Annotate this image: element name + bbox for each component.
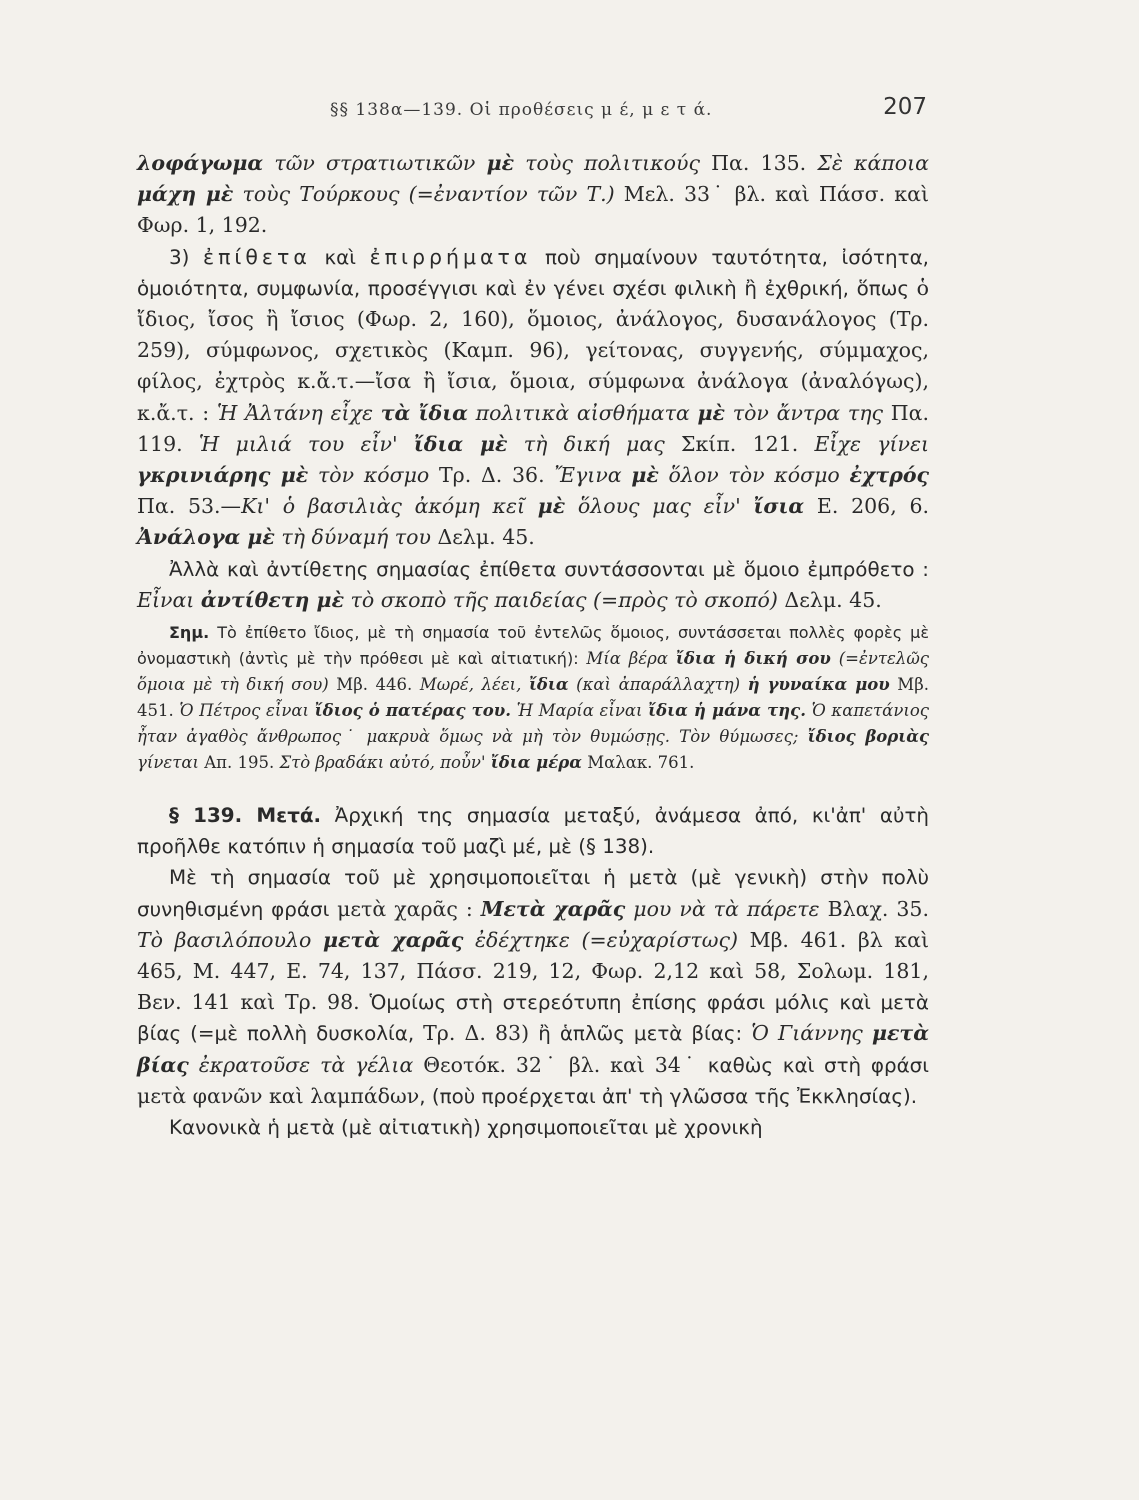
section-139-heading-paragraph: § 139. Μετά. Ἀρχική της σημασία μεταξύ, ἀνάμεσα ἀπό, κι'ἀπ' αὐτὴ προῆλθε κατόπιν ἡ σημασία τοῦ μαζὶ μέ, μὲ (§ 138).	[137, 804, 930, 859]
paragraph-1: λοφάγωμα τῶν στρατιωτικῶν μὲ τοὺς πολιτικούς Πα. 135. Σὲ κάποια μάχη μὲ τοὺς Τούρκους (=ἐναντίον τῶν Τ.) Μελ. 33˙ βλ. καὶ Πάσσ. καὶ Φωρ. 1, 192.	[137, 151, 929, 238]
running-head: §§ 138α—139. Οἱ προθέσεις μ έ, μ ε τ ά.	[330, 100, 713, 120]
paragraph-6: Κανονικὰ ἡ μετὰ (μὲ αἰτιατικὴ) χρησιμοποιεῖται μὲ χρονικὴ	[169, 1116, 763, 1140]
page-header	[0, 92, 1139, 132]
page-number: 207	[883, 94, 927, 120]
section-139-title: § 139. Μετά.	[169, 804, 322, 828]
paragraph-2: 3) ἐπίθετα καὶ ἐπιρρήματα ποὺ σημαίνουν ταυτότητα, ἰσότητα, ὁμοιότητα, συμφωνία, προσέγγισι καὶ ἐν γένει σχέσι φιλικὴ ἢ ἐχθρική, ὅπως ὁ ἴδιος, ἴσος ἢ ἴσιος (Φωρ. 2, 160), ὅμοιος, ἀνάλογος, δυσανάλογος (Τρ. 259), σύμφωνος, σχετικὸς (Καμπ. 96), γείτονας, συγγενής, σύμμαχος, φίλος, ἐχτρὸς κ.ἄ.τ.—ἴσα ἢ ἴσια, ὅμοια, σύμφωνα ἀνάλογα (ἀναλόγως), κ.ἄ.τ. : Ἡ Ἀλτάνη εἶχε τὰ ἴδια πολιτικὰ αἰσθήματα μὲ τὸν ἄντρα της Πα. 119. Ἡ μιλιά του εἶν' ἴδια μὲ τὴ δική μας Σκίπ. 121. Εἶχε γίνει γκρινιάρης μὲ τὸν κόσμο Τρ. Δ. 36. Ἔγινα μὲ ὅλον τὸν κόσμο ἐχτρός Πα. 53.—Κι' ὁ βασιλιὰς ἀκόμη κεῖ μὲ ὅλους μας εἶν' ἴσια Ε. 206, 6. Ἀνάλογα μὲ τὴ δύναμή του Δελμ. 45.	[137, 244, 930, 550]
page-body	[137, 148, 929, 1143]
paragraph-3: Ἀλλὰ καὶ ἀντίθετης σημασίας ἐπίθετα συντάσσονται μὲ ὅμοιο ἐμπρόθετο : Εἶναι ἀντίθετη μὲ τὸ σκοπὸ τῆς παιδείας (=πρὸς τὸ σκοπό) Δελμ. 45.	[137, 557, 929, 612]
section-gap	[137, 776, 929, 800]
paragraph-5: Μὲ τὴ σημασία τοῦ μὲ χρησιμοποιεῖται ἡ μετὰ (μὲ γενικὴ) στὴν πολὺ συνηθισμένη φράσι μετὰ χαρᾶς : Μετὰ χαρᾶς μου νὰ τὰ πάρετε Βλαχ. 35. Τὸ βασιλόπουλο μετὰ χαρᾶς ἐδέχτηκε (=εὐχαρίστως) Μβ. 461. βλ καὶ 465, Μ. 447, Ε. 74, 137, Πάσσ. 219, 12, Φωρ. 2,12 καὶ 58, Σολωμ. 181, Βεν. 141 καὶ Τρ. 98. Ὁμοίως στὴ στερεότυπη ἐπίσης φράσι μόλις καὶ μετὰ βίας (=μὲ πολλὴ δυσκολία, Τρ. Δ. 83) ἢ ἁπλῶς μετὰ βίας: Ὁ Γιάννης μετὰ βίας ἐκρατοῦσε τὰ γέλια Θεοτόκ. 32˙ βλ. καὶ 34˙ καθὼς καὶ στὴ φράσι μετὰ φανῶν καὶ λαμπάδων, (ποὺ προέρχεται ἀπ' τὴ γλῶσσα τῆς Ἐκκλησίας).	[137, 866, 930, 1108]
note-paragraph: Σημ. Τὸ ἐπίθετο ἴδιος, μὲ τὴ σημασία τοῦ ἐντελῶς ὅμοιος, συντάσσεται πολλὲς φορὲς μὲ ὀνομαστικὴ (ἀντὶς μὲ τὴν πρόθεσι μὲ καὶ αἰτιατική): Μία βέρα ἴδια ἡ δική σου (=ἐντελῶς ὅμοια μὲ τὴ δική σου) Μβ. 446. Μωρέ, λέει, ἴδια (καὶ ἀπαράλλαχτη) ἡ γυναίκα μου Μβ. 451. Ὁ Πέτρος εἶναι ἴδιος ὁ πατέρας του. Ἡ Μαρία εἶναι ἴδια ἡ μάνα της. Ὁ καπετάνιος ἦταν ἀγαθὸς ἄνθρωπος˙ μακρυὰ ὅμως νὰ μὴ τὸν θυμώσῃς. Τὸν θύμωσες; ἴδιος βοριὰς γίνεται Απ. 195. Στὸ βραδάκι αὐτό, ποὖν' ἴδια μέρα Μαλακ. 761.	[137, 623, 930, 773]
